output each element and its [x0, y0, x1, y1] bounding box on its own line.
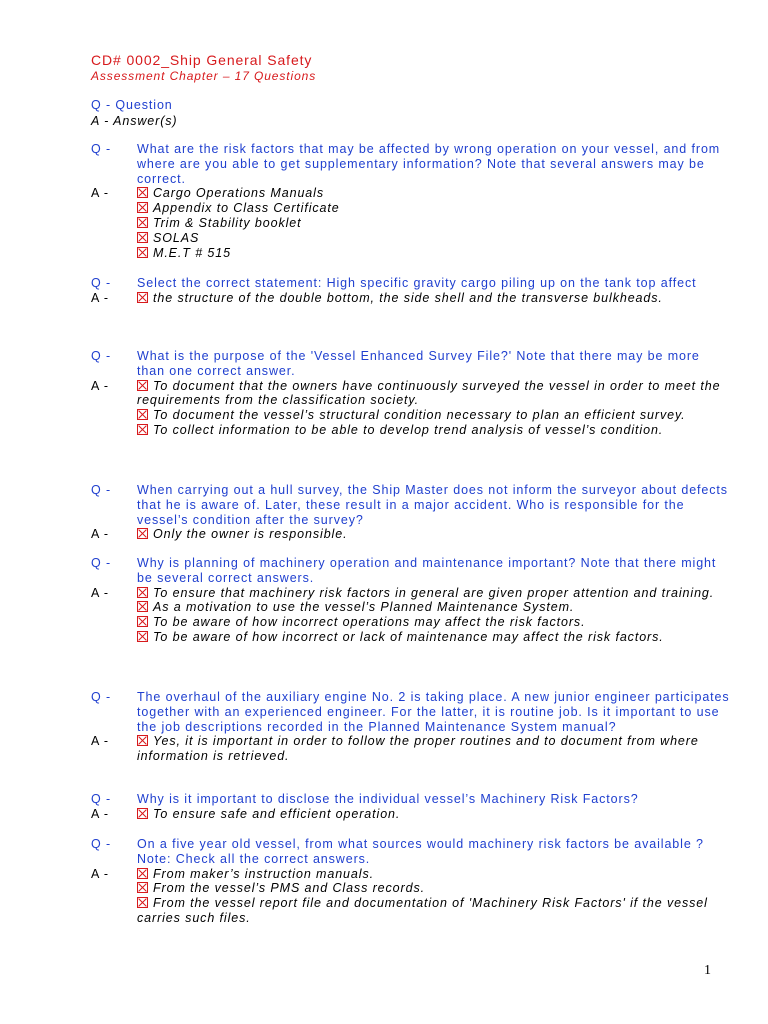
- answer-label: A -: [91, 866, 109, 881]
- answer-list: [137, 186, 731, 260]
- answer-item: [137, 734, 731, 764]
- answer-text: From the vessel report file and documentation of 'Machinery Risk Factors' if the vessel carries such files.: [137, 896, 708, 925]
- answer-item: [137, 807, 731, 822]
- answer-row: [91, 807, 731, 822]
- answer-text: To document that the owners have continuously surveyed the vessel in order to meet the requirements from the classification society.: [137, 378, 721, 408]
- checked-box-icon: [137, 616, 148, 627]
- answer-list: [137, 379, 731, 438]
- answer-item: [137, 600, 731, 615]
- answer-text: Appendix to Class Certificate: [153, 201, 340, 216]
- checked-box-icon: [137, 587, 148, 598]
- answer-label: A -: [91, 585, 109, 600]
- answer-list: [137, 291, 731, 306]
- question-text: Why is it important to disclose the individual vessel’s Machinery Risk Factors?: [137, 792, 639, 806]
- answer-list: [137, 807, 731, 822]
- qa-block: [91, 483, 731, 542]
- question-row: [91, 483, 731, 527]
- answer-text: SOLAS: [153, 230, 200, 245]
- question-row: [91, 690, 731, 734]
- answer-label: A -: [91, 290, 109, 305]
- answer-item: [137, 246, 731, 261]
- checked-box-icon: [137, 232, 148, 243]
- answer-item: [137, 867, 731, 882]
- answer-item: [137, 291, 731, 306]
- question-label: Q -: [91, 792, 112, 806]
- answer-item: [137, 615, 731, 630]
- question-label: Q -: [91, 837, 112, 851]
- answer-text: the structure of the double bottom, the side shell and the transverse bulkheads.: [153, 290, 663, 305]
- answer-text: Cargo Operations Manuals: [153, 186, 324, 201]
- checked-box-icon: [137, 882, 148, 893]
- answer-item: [137, 379, 731, 409]
- question-row: [91, 276, 731, 291]
- checked-box-icon: [137, 868, 148, 879]
- question-label: Q -: [91, 483, 112, 497]
- checked-box-icon: [137, 187, 148, 198]
- answer-row: [91, 186, 731, 260]
- answer-text: From the vessel’s PMS and Class records.: [153, 881, 425, 896]
- question-text: What is the purpose of the 'Vessel Enhanced Survey File?' Note that there may be more than one correct answer.: [137, 349, 700, 378]
- answer-label: A -: [91, 378, 109, 393]
- checked-box-icon: [137, 528, 148, 539]
- answer-item: [137, 408, 731, 423]
- question-label: Q -: [91, 690, 112, 704]
- answer-item: [137, 881, 731, 896]
- qa-block: [91, 276, 731, 306]
- qa-block: [91, 349, 731, 438]
- answer-text: To be aware of how incorrect operations may affect the risk factors.: [153, 615, 586, 630]
- answer-label: A -: [91, 806, 109, 821]
- answer-text: M.E.T # 515: [153, 245, 231, 260]
- checked-box-icon: [137, 601, 148, 612]
- answer-row: [91, 734, 731, 764]
- question-row: [91, 349, 731, 379]
- answer-item: [137, 231, 731, 246]
- answer-text: Only the owner is responsible.: [153, 527, 348, 542]
- question-row: [91, 837, 731, 867]
- question-text: The overhaul of the auxiliary engine No. 2 is taking place. A new junior engineer participates together with an experienced engineer. For the latter, it is routine job. Is it important to use the job descriptions recorded in the Planned Maintenance System manual?: [137, 690, 730, 734]
- answer-text: To ensure safe and efficient operation.: [153, 806, 401, 821]
- answer-row: [91, 527, 731, 542]
- answer-item: [137, 630, 731, 645]
- answer-text: To collect information to be able to develop trend analysis of vessel’s condition.: [153, 422, 664, 437]
- document-subtitle: Assessment Chapter – 17 Questions: [91, 69, 317, 83]
- question-text: On a five year old vessel, from what sources would machinery risk factors be available ? Note: Check all the correct answers.: [137, 837, 704, 866]
- answer-label: A -: [91, 527, 109, 542]
- question-label: Q -: [91, 276, 112, 290]
- question-text: When carrying out a hull survey, the Ship Master does not inform the surveyor about defects that he is aware of. Later, these result in a major accident. Who is responsible for the vessel’s condition after the survey?: [137, 483, 728, 527]
- answer-text: To ensure that machinery risk factors in general are given proper attention and training.: [153, 585, 715, 600]
- qa-block: [91, 690, 731, 764]
- question-row: [91, 556, 731, 586]
- question-label: Q -: [91, 349, 112, 363]
- answer-text: Trim & Stability booklet: [153, 215, 302, 230]
- answer-label: A -: [91, 186, 109, 201]
- answer-item: [137, 527, 731, 542]
- document-title: CD# 0002_Ship General Safety: [91, 52, 313, 68]
- checked-box-icon: [137, 217, 148, 228]
- answer-row: [91, 379, 731, 438]
- checked-box-icon: [137, 409, 148, 420]
- question-row: [91, 792, 731, 807]
- answer-row: [91, 867, 731, 926]
- answer-text: To document the vessel’s structural condition necessary to plan an efficient survey.: [153, 408, 686, 423]
- answer-list: [137, 527, 731, 542]
- answer-text: To be aware of how incorrect or lack of maintenance may affect the risk factors.: [153, 629, 664, 644]
- answer-item: [137, 186, 731, 201]
- answer-text: From maker’s instruction manuals.: [153, 866, 374, 881]
- question-row: [91, 142, 731, 186]
- legend-answer: A - Answer(s): [91, 114, 178, 128]
- question-label: Q -: [91, 556, 112, 570]
- checked-box-icon: [137, 380, 148, 391]
- answer-item: [137, 896, 731, 926]
- question-text: What are the risk factors that may be affected by wrong operation on your vessel, and from where are you able to get supplementary information? Note that several answers may be correct.: [137, 142, 721, 186]
- checked-box-icon: [137, 735, 148, 746]
- checked-box-icon: [137, 897, 148, 908]
- answer-item: [137, 586, 731, 601]
- qa-block: [91, 792, 731, 822]
- checked-box-icon: [137, 808, 148, 819]
- answer-item: [137, 201, 731, 216]
- qa-block: [91, 142, 731, 260]
- answer-text: As a motivation to use the vessel’s Planned Maintenance System.: [153, 600, 575, 615]
- answer-row: [91, 586, 731, 645]
- checked-box-icon: [137, 247, 148, 258]
- question-text: Select the correct statement: High specific gravity cargo piling up on the tank top affect: [137, 276, 697, 290]
- answer-row: [91, 291, 731, 306]
- page-number: 1: [704, 963, 711, 978]
- question-label: Q -: [91, 142, 112, 156]
- answer-item: [137, 216, 731, 231]
- answer-list: [137, 734, 731, 764]
- checked-box-icon: [137, 292, 148, 303]
- answer-list: [137, 586, 731, 645]
- checked-box-icon: [137, 424, 148, 435]
- answer-text: Yes, it is important in order to follow the proper routines and to document from where information is retrieved.: [137, 734, 699, 764]
- answer-list: [137, 867, 731, 926]
- answer-label: A -: [91, 734, 109, 749]
- checked-box-icon: [137, 202, 148, 213]
- legend-question: Q - Question: [91, 98, 173, 112]
- question-text: Why is planning of machinery operation and maintenance important? Note that there might be several correct answers.: [137, 556, 717, 585]
- checked-box-icon: [137, 631, 148, 642]
- qa-block: [91, 837, 731, 926]
- qa-block: [91, 556, 731, 645]
- answer-item: [137, 423, 731, 438]
